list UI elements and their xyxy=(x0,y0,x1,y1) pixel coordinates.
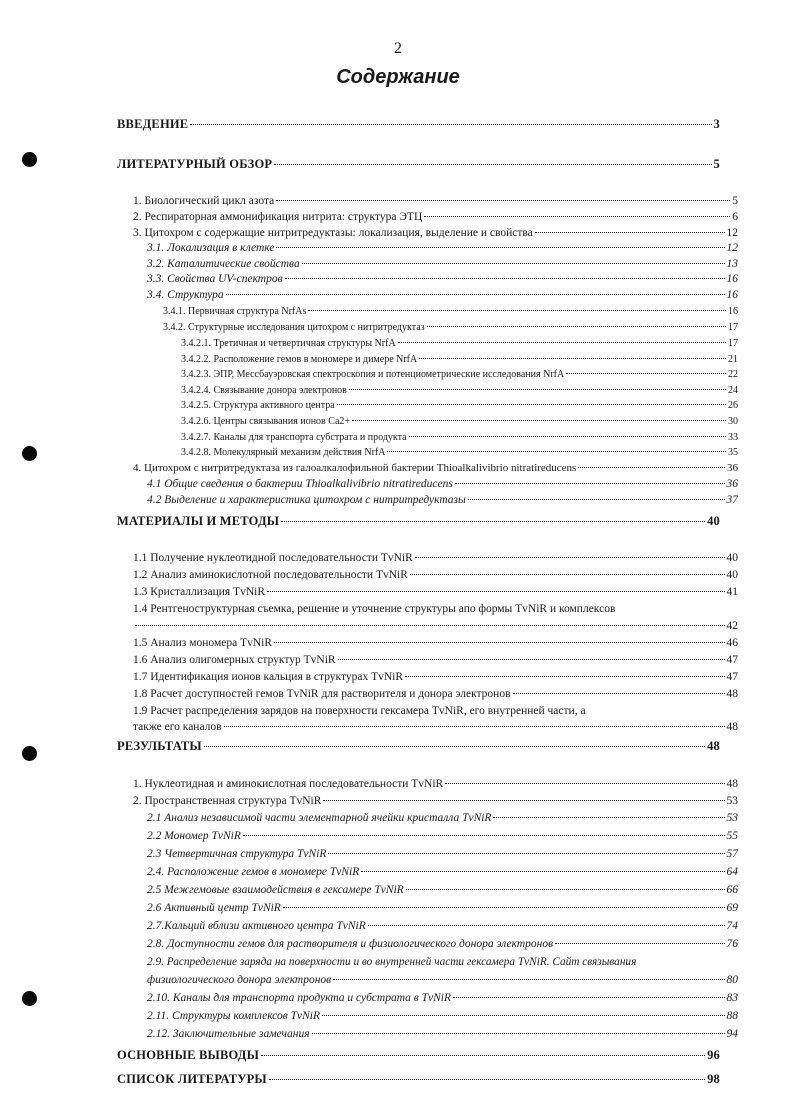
toc-entry[interactable]: 1.1 Получение нуклеотидной последовательности TvNiR 40 xyxy=(133,552,738,564)
toc-entry[interactable]: 2.5 Межгемовые взаимодействия в гексамере TvNiR 66 xyxy=(147,884,738,896)
page-title: Содержание xyxy=(336,66,460,88)
toc-entry-line[interactable]: 1.4 Рентгеноструктурная съемка, решение и уточнение структуры апо формы TvNiR и комплексов xyxy=(133,603,616,615)
toc-entry[interactable]: 3.3. Свойства UV-спектров 16 xyxy=(147,273,738,285)
punch-hole xyxy=(22,991,37,1006)
toc-entry[interactable]: 2.12. Заключительные замечания 94 xyxy=(147,1028,738,1040)
toc-entry[interactable]: 2.10. Каналы для транспорта продукта и субстрата в TvNiR 83 xyxy=(147,992,738,1004)
toc-section-conclusions[interactable]: ОСНОВНЫЕ ВЫВОДЫ 96 xyxy=(117,1048,720,1062)
toc-section-materials-methods[interactable]: МАТЕРИАЛЫ И МЕТОДЫ 40 xyxy=(117,514,720,528)
toc-section-results[interactable]: РЕЗУЛЬТАТЫ 48 xyxy=(117,739,720,753)
toc-entry[interactable]: 2.11. Структуры комплексов TvNiR 88 xyxy=(147,1010,738,1022)
toc-entry[interactable]: 3.4.2.3. ЭПР, Мессбауэровская спектроскопия и потенциометрические исследования NrfA 22 xyxy=(181,369,738,380)
toc-entry[interactable]: 4.2 Выделение и характеристика цитохром с нитритредуктазы 37 xyxy=(147,494,738,506)
toc-entry[interactable]: 3.4.2. Структурные исследования цитохром с нитритредуктаз 17 xyxy=(163,322,738,333)
toc-entry[interactable]: 2.3 Четвертичная структура TvNiR 57 xyxy=(147,848,738,860)
toc-entry-line[interactable]: 1.9 Расчет распределения зарядов на поверхности гексамера TvNiR, его внутренней части, а xyxy=(133,705,586,717)
toc-entry-continuation[interactable]: также его каналов 48 xyxy=(133,721,738,733)
toc-entry-continuation[interactable]: физиологического донора электронов 80 xyxy=(147,974,738,986)
toc-entry[interactable]: 3.4. Структура 16 xyxy=(147,289,738,301)
punch-hole xyxy=(22,746,37,761)
toc-entry[interactable]: 2.8. Доступности гемов для растворителя и физиологического донора электронов 76 xyxy=(147,938,738,950)
punch-hole xyxy=(22,446,37,461)
toc-entry[interactable]: 2.1 Анализ независимой части элементарной ячейки кристалла TvNiR 53 xyxy=(147,812,738,824)
toc-section-introduction[interactable]: ВВЕДЕНИЕ 3 xyxy=(117,117,720,131)
toc-entry[interactable]: 1.6 Анализ олигомерных структур TvNiR 47 xyxy=(133,654,738,666)
toc-entry[interactable]: 1. Нуклеотидная и аминокислотная последовательности TvNiR 48 xyxy=(133,778,738,790)
toc-entry[interactable]: 1.5 Анализ мономера TvNiR 46 xyxy=(133,637,738,649)
toc-entry[interactable]: 4.1 Общие сведения о бактерии Thioalkalivibrio nitratireducens 36 xyxy=(147,478,738,490)
toc-entry[interactable]: 2.6 Активный центр TvNiR 69 xyxy=(147,902,738,914)
toc-entry[interactable]: 1. Биологический цикл азота 5 xyxy=(133,195,738,207)
toc-entry[interactable]: 3.4.2.6. Центры связывания ионов Ca2+ 30 xyxy=(181,416,738,427)
toc-entry[interactable]: 3.4.2.8. Молекулярный механизм действия NrfA 35 xyxy=(181,447,738,458)
toc-entry[interactable]: 3.1. Локализация в клетке 12 xyxy=(147,242,738,254)
page-number: 2 xyxy=(394,40,402,57)
toc-entry[interactable]: 3.4.2.2. Расположение гемов в мономере и димере NrfA 21 xyxy=(181,354,738,365)
toc-entry[interactable]: 2. Пространственная структура TvNiR 53 xyxy=(133,795,738,807)
toc-entry[interactable]: 3.4.2.7. Каналы для транспорта субстрата и продукта 33 xyxy=(181,432,738,443)
toc-entry[interactable]: 1.7 Идентификация ионов кальция в структурах TvNiR 47 xyxy=(133,671,738,683)
punch-hole xyxy=(22,152,37,167)
toc-entry-continuation[interactable]: 42 xyxy=(133,620,738,632)
toc-entry[interactable]: 3.4.1. Первичная структура NrfAs 16 xyxy=(163,306,738,317)
toc-entry-line[interactable]: 2.9. Распределение заряда на поверхности и во внутренней части гексамера TvNiR. Сайт связывания xyxy=(147,956,637,968)
toc-entry[interactable]: 2.7.Кальций вблизи активного центра TvNiR 74 xyxy=(147,920,738,932)
toc-entry[interactable]: 3.2. Каталитические свойства 13 xyxy=(147,258,738,270)
toc-entry[interactable]: 3.4.2.1. Третичная и четвертичная структуры NrfA 17 xyxy=(181,338,738,349)
toc-entry[interactable]: 3.4.2.4. Связывание донора электронов 24 xyxy=(181,385,738,396)
toc-entry[interactable]: 3.4.2.5. Структура активного центра 26 xyxy=(181,400,738,411)
toc-entry[interactable]: 1.3 Кристаллизация TvNiR 41 xyxy=(133,586,738,598)
toc-section-references[interactable]: СПИСОК ЛИТЕРАТУРЫ 98 xyxy=(117,1072,720,1086)
toc-section-literature-review[interactable]: ЛИТЕРАТУРНЫЙ ОБЗОР 5 xyxy=(117,157,720,171)
toc-entry[interactable]: 2.4. Расположение гемов в мономере TvNiR 64 xyxy=(147,866,738,878)
toc-entry[interactable]: 2.2 Мономер TvNiR 55 xyxy=(147,830,738,842)
toc-entry[interactable]: 4. Цитохром с нитритредуктаза из галоалкалофильной бактерии Thioalkalivibrio nitratireducens 36 xyxy=(133,462,738,474)
toc-entry[interactable]: 1.2 Анализ аминокислотной последовательности TvNiR 40 xyxy=(133,569,738,581)
toc-entry[interactable]: 3. Цитохром с содержащие нитритредуктазы: локализация, выделение и свойства 12 xyxy=(133,227,738,239)
toc-entry[interactable]: 2. Респираторная аммонификация нитрита: структура ЭТЦ 6 xyxy=(133,211,738,223)
toc-entry[interactable]: 1.8 Расчет доступностей гемов TvNiR для растворителя и донора электронов 48 xyxy=(133,688,738,700)
